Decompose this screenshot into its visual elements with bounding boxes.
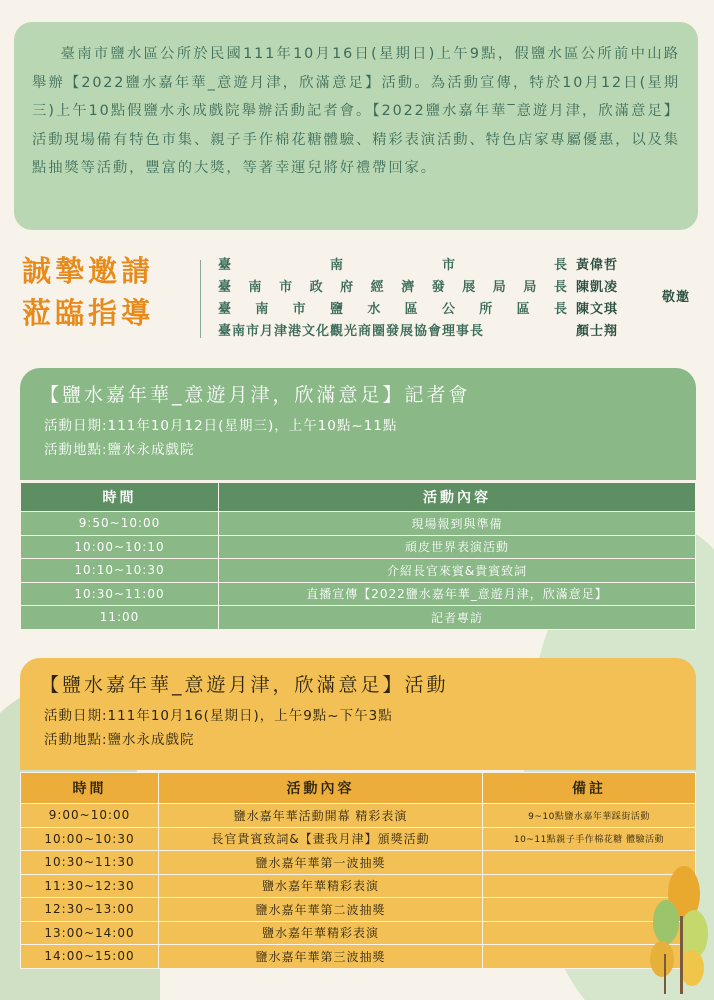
cell-content: 鹽水嘉年華第三波抽獎 [159, 945, 483, 969]
event-title: 【鹽水嘉年華_意遊月津，欣滿意足】活動 [40, 674, 449, 696]
guest-title-char: 區 [516, 301, 531, 317]
cell-content: 介紹長官來賓&貴賓致詞 [219, 559, 696, 583]
guest-title-char: 南 [255, 301, 270, 317]
table-row [21, 582, 696, 606]
intro-text: 臺南市鹽水區公所於民國111年10月16日(星期日)上午9點，假鹽水區公所前中山路舉辦【2022鹽水嘉年華_意遊月津，欣滿意足】活動。為活動宣傳，特於10月12日(星期三)上午10點假鹽水永成戲院舉辦活動記者會。【2022鹽水嘉年華‾意遊月津，欣滿意足】活動現場備有特色市集、親子手作棉花糖體驗、精彩表演活動、特色店家專屬優惠，以及集點抽獎等活動，豐富的大獎，等著幸運兒將好禮帶回家。 [32, 46, 680, 177]
table-row [21, 559, 696, 583]
guest-title-char: 臺 [218, 257, 233, 273]
table-row [21, 921, 696, 945]
cell-time: 10:10~10:30 [21, 559, 219, 583]
col-header-time: 時間 [21, 483, 219, 512]
invitation-heading [22, 250, 154, 334]
invitation-divider [200, 260, 201, 338]
table-row [21, 512, 696, 536]
event-header [20, 658, 696, 770]
table-row [21, 827, 696, 851]
guest-list [218, 252, 648, 340]
cell-content: 記者專訪 [219, 606, 696, 630]
intro-box [14, 22, 698, 230]
press-title: 【鹽水嘉年華_意遊月津，欣滿意足】記者會 [40, 384, 471, 406]
guest-title-char: 南 [248, 279, 263, 295]
guest-title-char: 南 [329, 257, 344, 273]
cell-time: 11:30~12:30 [21, 874, 159, 898]
guest-title-char: 長 [553, 257, 568, 273]
guest-title-char: 所 [479, 301, 494, 317]
table-row [21, 606, 696, 630]
cell-content: 直播宣傳【2022鹽水嘉年華_意遊月津，欣滿意足】 [219, 582, 696, 606]
guest-name: 顏士翔 [576, 323, 619, 339]
guest-title [218, 298, 576, 317]
event-date: 活動日期:111年10月16(星期日)，上午9點~下午3點 [44, 708, 393, 724]
cell-content: 鹽水嘉年華精彩表演 [159, 874, 483, 898]
table-header-row [21, 773, 696, 804]
cell-time: 10:00~10:10 [21, 535, 219, 559]
guest-title-char: 局 [523, 279, 538, 295]
guest-row [218, 274, 648, 296]
col-header-note: 備註 [483, 773, 696, 804]
cell-content: 現場報到與準備 [219, 512, 696, 536]
guest-title-char: 市 [279, 279, 294, 295]
press-conference-header [20, 368, 696, 480]
col-header-content: 活動內容 [219, 483, 696, 512]
cell-content: 鹽水嘉年華活動開幕 精彩表演 [159, 804, 483, 828]
cell-content: 鹽水嘉年華第二波抽獎 [159, 898, 483, 922]
event-place: 活動地點:鹽水永成戲院 [44, 732, 195, 748]
respect-note: 敬邀 [662, 290, 691, 305]
cell-time: 9:00~10:00 [21, 804, 159, 828]
guest-title: 臺南市月津港文化觀光商圈發展協會理事長 [218, 323, 485, 339]
guest-name: 黃偉哲 [576, 257, 619, 273]
guest-title-char: 長 [553, 279, 568, 295]
table-row [21, 535, 696, 559]
guest-name: 陳文琪 [576, 301, 619, 317]
guest-title-char: 鹽 [329, 301, 344, 317]
guest-name: 陳凱凌 [576, 279, 619, 295]
guest-title-char: 市 [292, 301, 307, 317]
guest-title [218, 276, 576, 295]
guest-title-char: 市 [441, 257, 456, 273]
cell-note: 10~11點親子手作棉花糖 體驗活動 [483, 827, 696, 851]
guest-title-char: 臺 [218, 279, 233, 295]
cell-time: 14:00~15:00 [21, 945, 159, 969]
press-schedule-table [20, 482, 696, 630]
cell-content: 長官貴賓致詞&【畫我月津】頒獎活動 [159, 827, 483, 851]
guest-title-char: 經 [370, 279, 385, 295]
cell-time: 13:00~14:00 [21, 921, 159, 945]
invitation-line-1: 誠摯邀請 [22, 254, 155, 288]
cell-time: 11:00 [21, 606, 219, 630]
guest-row [218, 252, 648, 274]
guest-row [218, 318, 648, 340]
cell-time: 10:30~11:30 [21, 851, 159, 875]
guest-title-char: 臺 [218, 301, 233, 317]
invitation [22, 250, 702, 350]
guest-title-char: 水 [367, 301, 382, 317]
guest-title-char: 局 [492, 279, 507, 295]
table-row [21, 898, 696, 922]
col-header-time: 時間 [21, 773, 159, 804]
cell-time: 12:30~13:00 [21, 898, 159, 922]
table-header-row [21, 483, 696, 512]
guest-title-char: 長 [553, 301, 568, 317]
cell-note: 9~10點鹽水嘉年華踩街活動 [483, 804, 696, 828]
table-row [21, 851, 696, 875]
cell-time: 10:00~10:30 [21, 827, 159, 851]
guest-title [218, 254, 576, 273]
press-date: 活動日期:111年10月12日(星期三)，上午10點~11點 [44, 418, 398, 434]
cell-content: 頑皮世界表演活動 [219, 535, 696, 559]
table-row [21, 874, 696, 898]
guest-title-char: 政 [309, 279, 324, 295]
guest-row [218, 296, 648, 318]
invitation-line-2: 蒞臨指導 [22, 296, 155, 330]
tree-icon [644, 864, 714, 994]
event-schedule-table [20, 772, 696, 969]
press-place: 活動地點:鹽水永成戲院 [44, 442, 195, 458]
cell-content: 鹽水嘉年華第一波抽獎 [159, 851, 483, 875]
col-header-content: 活動內容 [159, 773, 483, 804]
guest-title-char: 府 [340, 279, 355, 295]
cell-content: 鹽水嘉年華精彩表演 [159, 921, 483, 945]
cell-time: 9:50~10:00 [21, 512, 219, 536]
guest-title-char: 濟 [401, 279, 416, 295]
table-row [21, 804, 696, 828]
cell-time: 10:30~11:00 [21, 582, 219, 606]
guest-title-char: 展 [462, 279, 477, 295]
guest-title-char: 區 [404, 301, 419, 317]
table-row [21, 945, 696, 969]
guest-title-char: 發 [431, 279, 446, 295]
guest-title-char: 公 [441, 301, 456, 317]
